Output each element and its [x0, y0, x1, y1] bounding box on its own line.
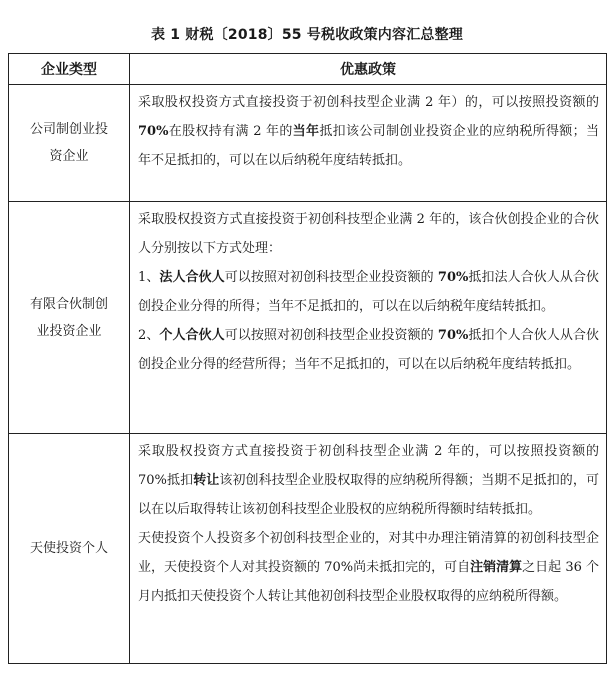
policy-emphasis: 70%	[138, 124, 169, 139]
policy-cell	[130, 85, 607, 202]
enterprise-type-text: 业投资企业	[36, 323, 102, 339]
enterprise-type-text: 资企业	[49, 149, 89, 164]
policy-text: 抵扣个人合伙人从合伙创投企业分得的经营所得；当年不足抵扣的，可以在以后纳税年度结转抵扣。	[138, 328, 599, 372]
policy-text: 1、	[138, 270, 160, 285]
table-row	[9, 202, 607, 434]
policy-emphasis: 当年	[292, 124, 320, 139]
policy-emphasis: 注销清算	[470, 560, 523, 575]
policy-table	[8, 53, 607, 664]
policy-emphasis: 法人合伙人	[159, 270, 225, 285]
policy-text: 采取股权投资方式直接投资于初创科技型企业满 2 年）的，可以按照投资额的	[138, 95, 599, 110]
enterprise-type-text: 天使投资个人	[29, 541, 108, 556]
enterprise-type-cell	[9, 85, 130, 202]
policy-paragraph	[138, 263, 599, 321]
policy-text: 采取股权投资方式直接投资于初创科技型企业满 2 年的，该合伙创投企业的合伙人分别按以下方式处理：	[138, 212, 599, 256]
header-row	[9, 54, 607, 85]
policy-emphasis: 70%	[437, 270, 469, 285]
enterprise-type-text: 有限合伙制创	[29, 296, 108, 312]
policy-emphasis: 70%	[437, 328, 469, 343]
policy-cell	[130, 434, 607, 664]
policy-text: 抵扣该公司制创业投资企业的应纳税所得额；当年不足抵扣的，可以在以后纳税年度结转抵扣。	[138, 124, 599, 168]
enterprise-type-cell	[9, 434, 130, 664]
policy-text: 抵扣法人合伙人从合伙创投企业分得的所得；当年不足抵扣的，可以在以后纳税年度结转抵扣。	[138, 270, 599, 314]
policy-paragraph	[138, 205, 599, 263]
policy-text: 天使投资个人投资多个初创科技型企业的，对其中办理注销清算的初创科技型企业，天使投资个人对其投资额的 70%尚未抵扣完的，可自	[138, 531, 599, 575]
header-enterprise-type: 企业类型	[9, 54, 130, 85]
policy-text: 采取股权投资方式直接投资于初创科技型企业满 2 年的，可以按照投资额的 70%抵扣	[138, 444, 599, 488]
table-caption: 表 1 财税〔2018〕55 号税收政策内容汇总整理	[150, 27, 463, 43]
policy-cell	[130, 202, 607, 434]
table-row	[9, 85, 607, 202]
header-preferential-policy: 优惠政策	[130, 54, 607, 85]
policy-emphasis: 转让	[193, 473, 220, 488]
table-row	[9, 434, 607, 664]
policy-paragraph	[138, 88, 599, 175]
policy-text: 之日起 36 个月内抵扣天使投资个人转让其他初创科技型企业股权取得的应纳税所得额。	[138, 560, 599, 604]
policy-text: 该初创科技型企业股权取得的应纳税所得额；当期不足抵扣的，可以在以后取得转让该初创科技型企业股权的应纳税所得额时结转抵扣。	[138, 473, 599, 517]
policy-text: 可以按照对初创科技型企业投资额的	[224, 328, 438, 343]
policy-text: 在股权持有满 2 年的	[168, 124, 293, 139]
policy-emphasis: 个人合伙人	[159, 328, 225, 343]
enterprise-type-cell	[9, 202, 130, 434]
policy-paragraph	[138, 524, 599, 611]
policy-text: 2、	[138, 328, 160, 343]
policy-text: 可以按照对初创科技型企业投资额的	[224, 270, 438, 285]
policy-paragraph	[138, 321, 599, 379]
enterprise-type-text: 公司制创业投	[29, 122, 108, 137]
policy-paragraph	[138, 437, 599, 524]
